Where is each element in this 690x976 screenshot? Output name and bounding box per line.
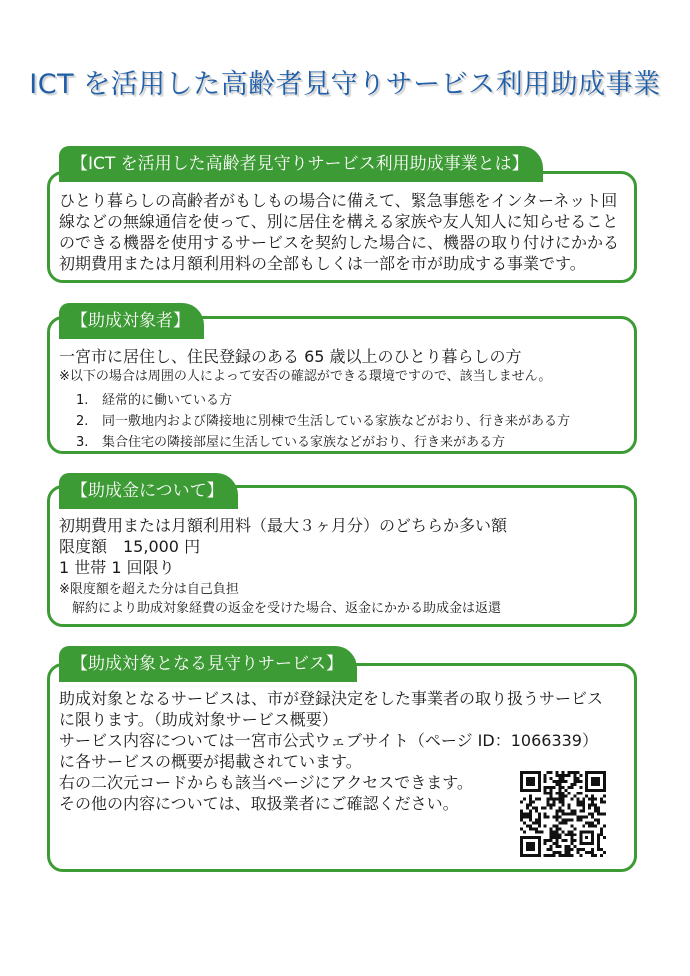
eligible-main: 一宮市に居住し、住民登録のある 65 歳以上のひとり暮らしの方 bbox=[59, 347, 522, 366]
subsidy-once: 1 世帯 1 回限り bbox=[59, 558, 175, 577]
about-heading: 【ICT を活用した高齢者見守りサービス利用助成事業とは】 bbox=[59, 146, 543, 182]
services-line: その他の内容については、取扱業者にご確認ください。 bbox=[59, 794, 459, 813]
list-item: 3. 集合住宅の隣接部屋に生活している家族などがおり、行き来がある方 bbox=[76, 435, 506, 450]
subsidy-heading: 【助成金について】 bbox=[59, 473, 238, 509]
eligible-heading: 【助成対象者】 bbox=[59, 303, 204, 339]
qr-code-icon[interactable] bbox=[520, 771, 606, 857]
subsidy-limit: 限度額 15,000 円 bbox=[59, 537, 201, 556]
page-title: ICT を活用した高齢者見守りサービス利用助成事業 bbox=[29, 69, 661, 100]
subsidy-note: 解約により助成対象経費の返金を受けた場合、返金にかかる助成金は返還 bbox=[72, 601, 502, 616]
about-body bbox=[59, 190, 629, 274]
services-line: に限ります。（助成対象サービス概要） bbox=[59, 710, 338, 729]
list-item: 2. 同一敷地内および隣接地に別棟で生活している家族などがおり、行き来がある方 bbox=[76, 414, 571, 429]
about-line: 初期費用または月額利用料の全部もしくは一部を市が助成する事業です。 bbox=[59, 254, 586, 273]
services-heading: 【助成対象となる見守りサービス】 bbox=[59, 646, 357, 682]
about-line: 線などの無線通信を使って、別に居住を構える家族や友人知人に知らせること bbox=[59, 212, 619, 231]
eligible-note: ※以下の場合は周囲の人によって安否の確認ができる環境ですので、該当しません。 bbox=[59, 369, 552, 384]
services-line: 右の二次元コードからも該当ページにアクセスできます。 bbox=[59, 773, 473, 792]
eligible-body bbox=[59, 346, 629, 453]
about-line: ひとり暮らしの高齢者がもしもの場合に備えて、緊急事態をインターネット回 bbox=[59, 191, 618, 210]
eligible-exclusion-list bbox=[59, 390, 629, 453]
subsidy-note: ※限度額を超えた分は自己負担 bbox=[59, 582, 239, 597]
services-line: に各サービスの概要が掲載されています。 bbox=[59, 752, 362, 771]
about-line: のできる機器を使用するサービスを契約した場合に、機器の取り付けにかかる bbox=[59, 233, 620, 252]
services-line: サービス内容については一宮市公式ウェブサイト（ページ ID：1066339） bbox=[59, 731, 598, 750]
subsidy-line: 初期費用または月額利用料（最大３ヶ月分）のどちらか多い額 bbox=[59, 516, 508, 535]
subsidy-body bbox=[59, 515, 629, 618]
services-line: 助成対象となるサービスは、市が登録決定をした事業者の取り扱うサービス bbox=[59, 689, 604, 708]
list-item: 1. 経常的に働いている方 bbox=[76, 393, 233, 408]
